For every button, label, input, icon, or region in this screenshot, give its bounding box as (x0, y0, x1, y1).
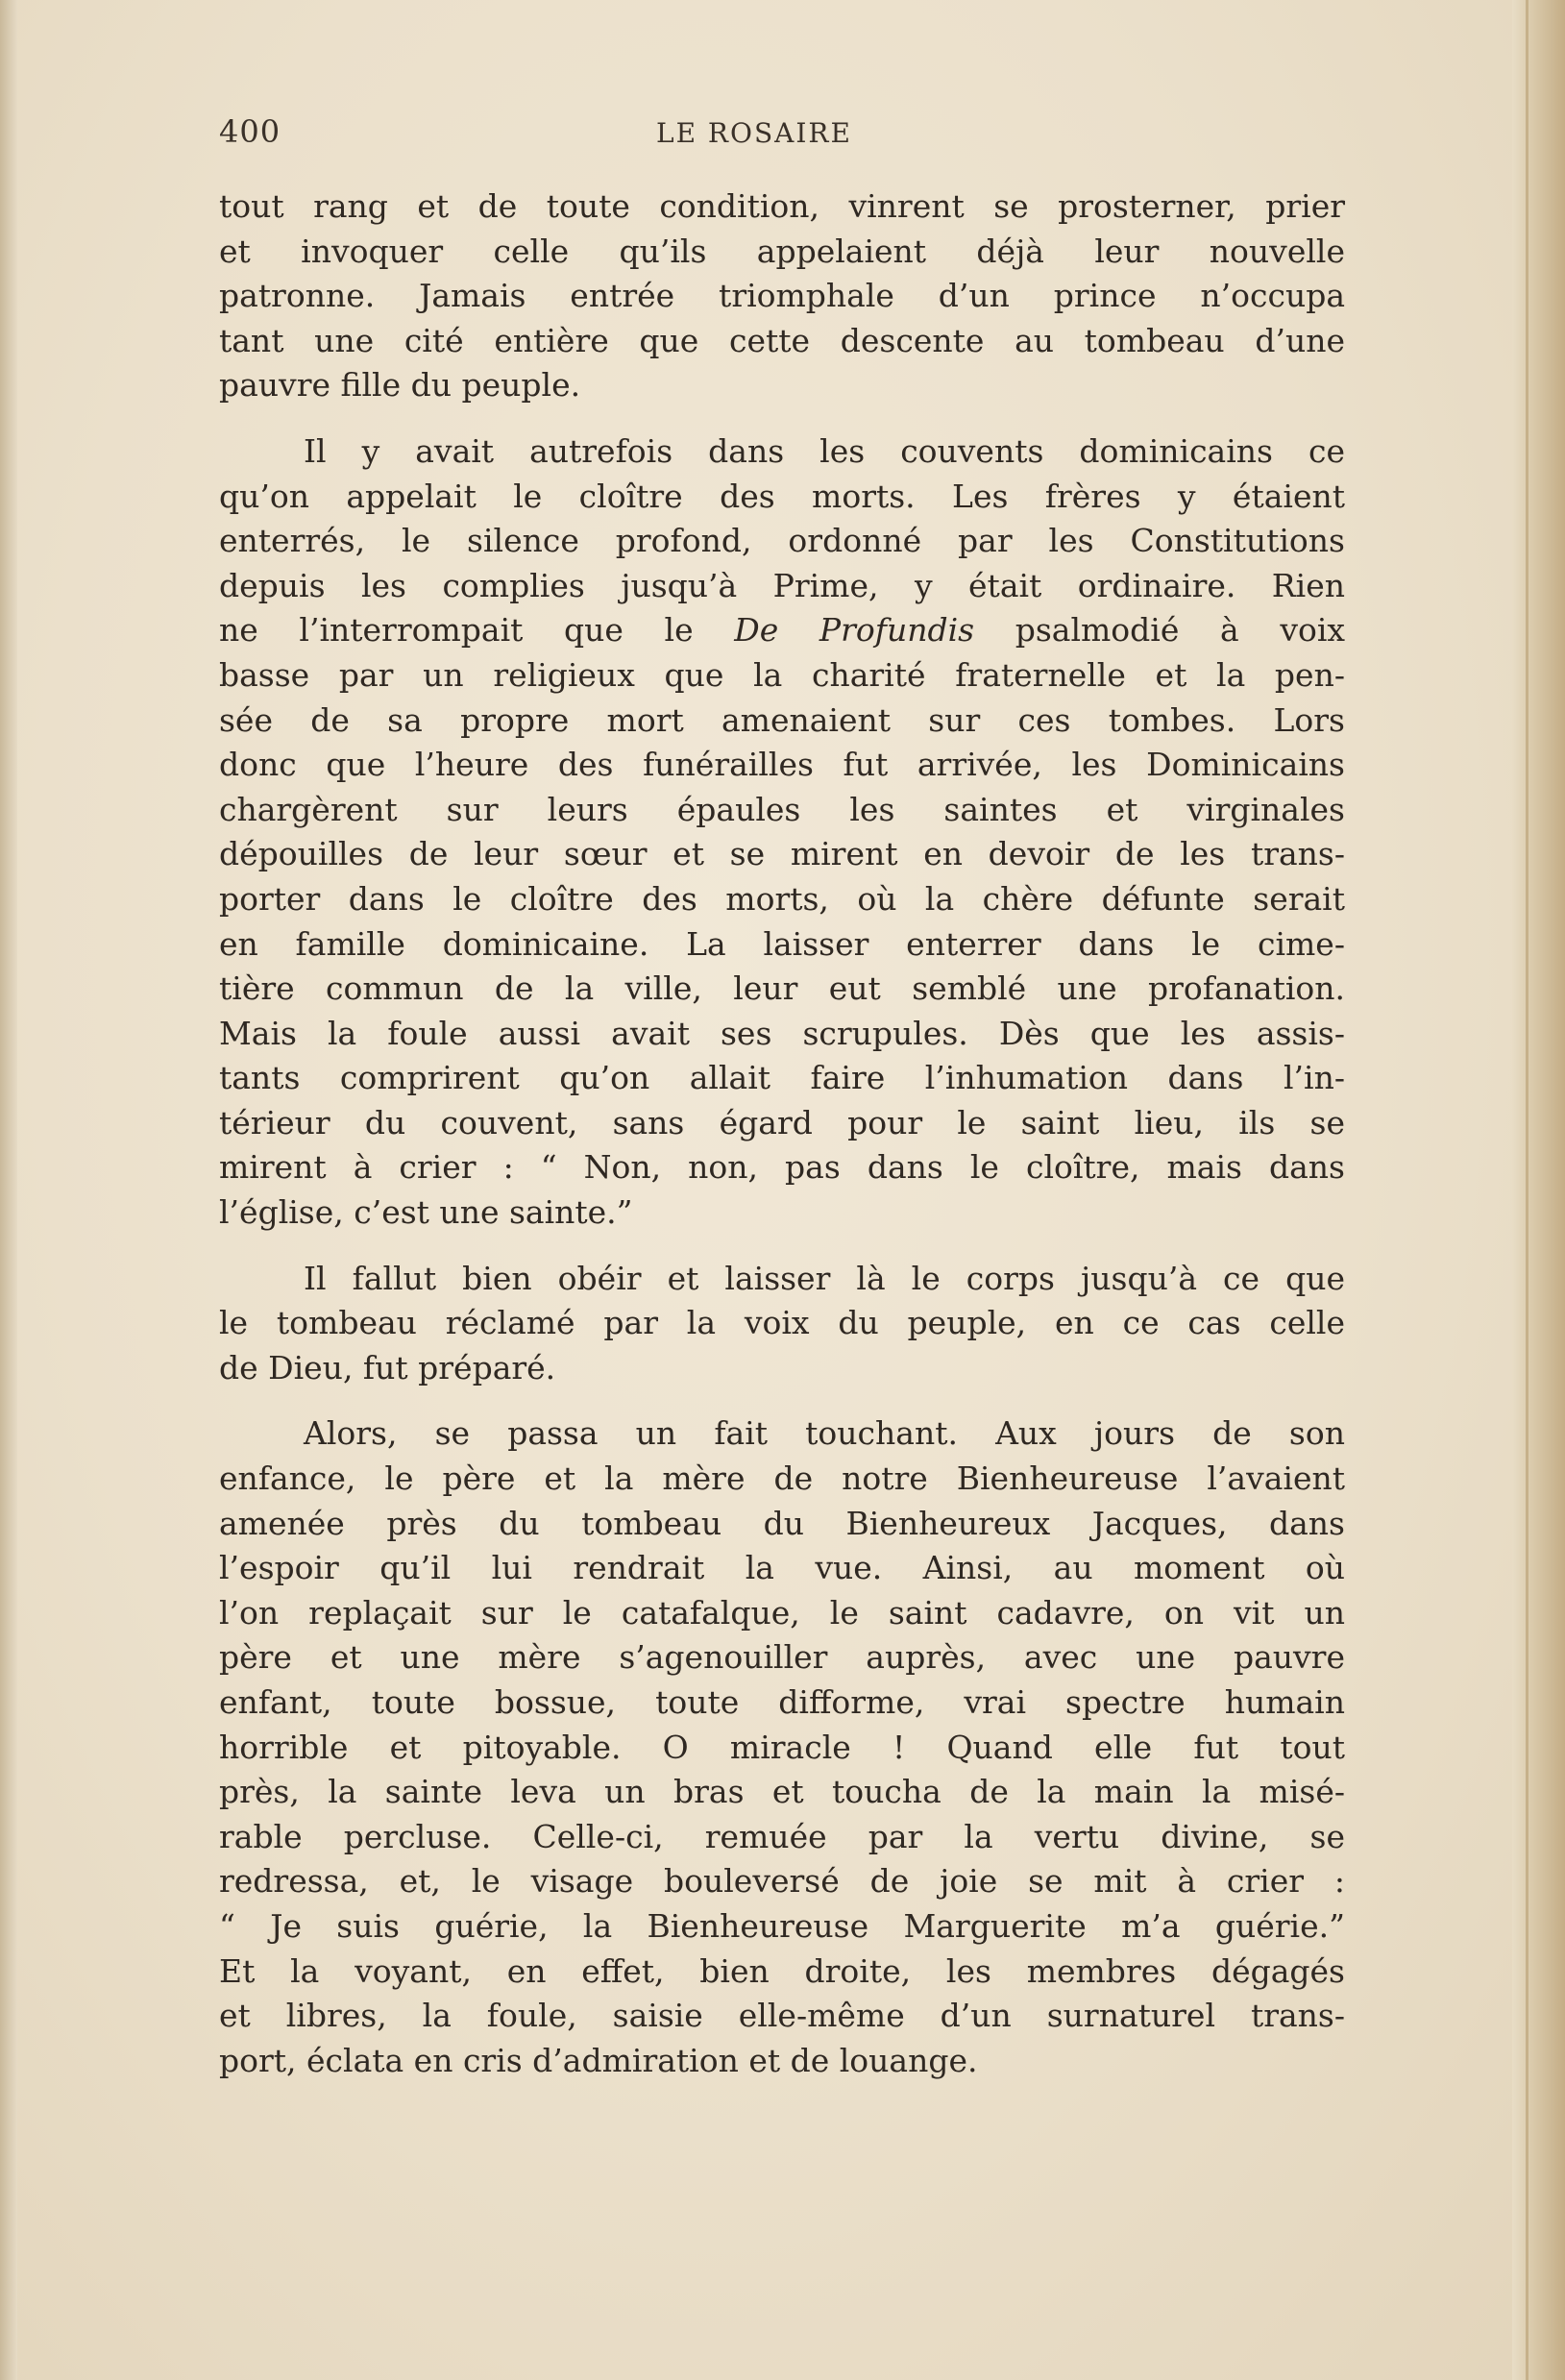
page-number: 400 (219, 113, 281, 150)
paragraph (219, 1257, 1345, 1391)
text-line: enterrés, le silence profond, ordonné par les Constitutions (219, 522, 1345, 560)
text-line: Mais la foule aussi avait ses scrupules. Dès que les assis- (219, 1014, 1345, 1052)
text-line: Il y avait autrefois dans les couvents dominicains ce (304, 431, 1345, 470)
paragraph-gap (219, 1236, 1345, 1257)
text-line: depuis les complies jusqu’à Prime, y était ordinaire. Rien (219, 566, 1345, 604)
text-line: en famille dominicaine. La laisser enterrer dans le cime- (219, 924, 1345, 963)
text-line: donc que l’heure des funérailles fut arrivée, les Dominicains (219, 746, 1345, 784)
text-line: l’église, c’est une sainte.” (219, 1193, 633, 1232)
text-line: tière commun de la ville, leur eut semblé une profanation. (219, 969, 1345, 1008)
text-line: pauvre fille du peuple. (219, 366, 581, 405)
text-line: ne l’interrompait que le De Profundis psalmodié à voix (219, 611, 1345, 650)
text-line: tant une cité entière que cette descente au tombeau d’une (219, 321, 1345, 359)
text-line: l’espoir qu’il lui rendrait la vue. Ainsi, au moment où (219, 1549, 1345, 1587)
page-header (219, 113, 1333, 159)
text-line: tants comprirent qu’on allait faire l’inhumation dans l’in- (219, 1059, 1345, 1097)
text-line: porter dans le cloître des morts, où la chère défunte serait (219, 879, 1345, 918)
text-line: mirent à crier : “ Non, non, pas dans le cloître, mais dans (219, 1148, 1345, 1187)
text-line: père et une mère s’agenouiller auprès, avec une pauvre (219, 1638, 1345, 1677)
text-line: Alors, se passa un fait touchant. Aux jours de son (304, 1414, 1345, 1453)
binding-shadow (1526, 0, 1528, 2380)
text-line: horrible et pitoyable. O miracle ! Quand elle fut tout (219, 1728, 1345, 1766)
text-line: près, la sainte leva un bras et toucha de la main la misé- (219, 1773, 1345, 1811)
paragraph (219, 429, 1345, 1236)
text-line: térieur du couvent, sans égard pour le saint lieu, ils se (219, 1103, 1345, 1141)
text-line: rable percluse. Celle-ci, remuée par la vertu divine, se (219, 1817, 1345, 1855)
page-right-edge (1512, 0, 1565, 2380)
text-line: tout rang et de toute condition, vinrent se prosterner, prier (219, 187, 1345, 225)
paragraph (219, 1411, 1345, 2083)
text-line: de Dieu, fut préparé. (219, 1348, 556, 1386)
text-line: dépouilles de leur sœur et se mirent en devoir de les trans- (219, 835, 1345, 873)
text-line: amenée près du tombeau du Bienheureux Jacques, dans (219, 1504, 1345, 1542)
text-line: sée de sa propre mort amenaient sur ces tombes. Lors (219, 700, 1345, 739)
text-line: enfant, toute bossue, toute difforme, vrai spectre humain (219, 1683, 1345, 1721)
text-line: le tombeau réclamé par la voix du peuple, en ce cas celle (219, 1304, 1345, 1342)
text-line: Il fallut bien obéir et laisser là le corps jusqu’à ce que (304, 1259, 1345, 1297)
text-line: chargèrent sur leurs épaules les saintes et virginales (219, 790, 1345, 828)
text-line: qu’on appelait le cloître des morts. Les frères y étaient (219, 477, 1345, 515)
text-line: port, éclata en cris d’admiration et de louange. (219, 2041, 978, 2079)
paragraph-gap (219, 408, 1345, 429)
text-line: Et la voyant, en effet, bien droite, les membres dégagés (219, 1951, 1345, 1990)
text-line: “ Je suis guérie, la Bienheureuse Marguerite m’a guérie.” (219, 1906, 1345, 1945)
text-line: redressa, et, le visage bouleversé de joie se mit à crier : (219, 1862, 1345, 1901)
paragraph (219, 184, 1345, 408)
running-title: LE ROSAIRE (656, 117, 852, 149)
paragraph-gap (219, 1390, 1345, 1411)
text-line: patronne. Jamais entrée triomphale d’un prince n’occupa (219, 277, 1345, 315)
text-line: l’on replaçait sur le catafalque, le saint cadavre, on vit un (219, 1593, 1345, 1632)
text-line: enfance, le père et la mère de notre Bienheureuse l’avaient (219, 1460, 1345, 1498)
text-line: basse par un religieux que la charité fraternelle et la pen- (219, 655, 1345, 694)
page-left-edge (0, 0, 17, 2380)
text-line: et libres, la foule, saisie elle-même d’un surnaturel trans- (219, 1997, 1345, 2035)
body-text (219, 184, 1345, 2083)
text-line: et invoquer celle qu’ils appelaient déjà leur nouvelle (219, 232, 1345, 270)
